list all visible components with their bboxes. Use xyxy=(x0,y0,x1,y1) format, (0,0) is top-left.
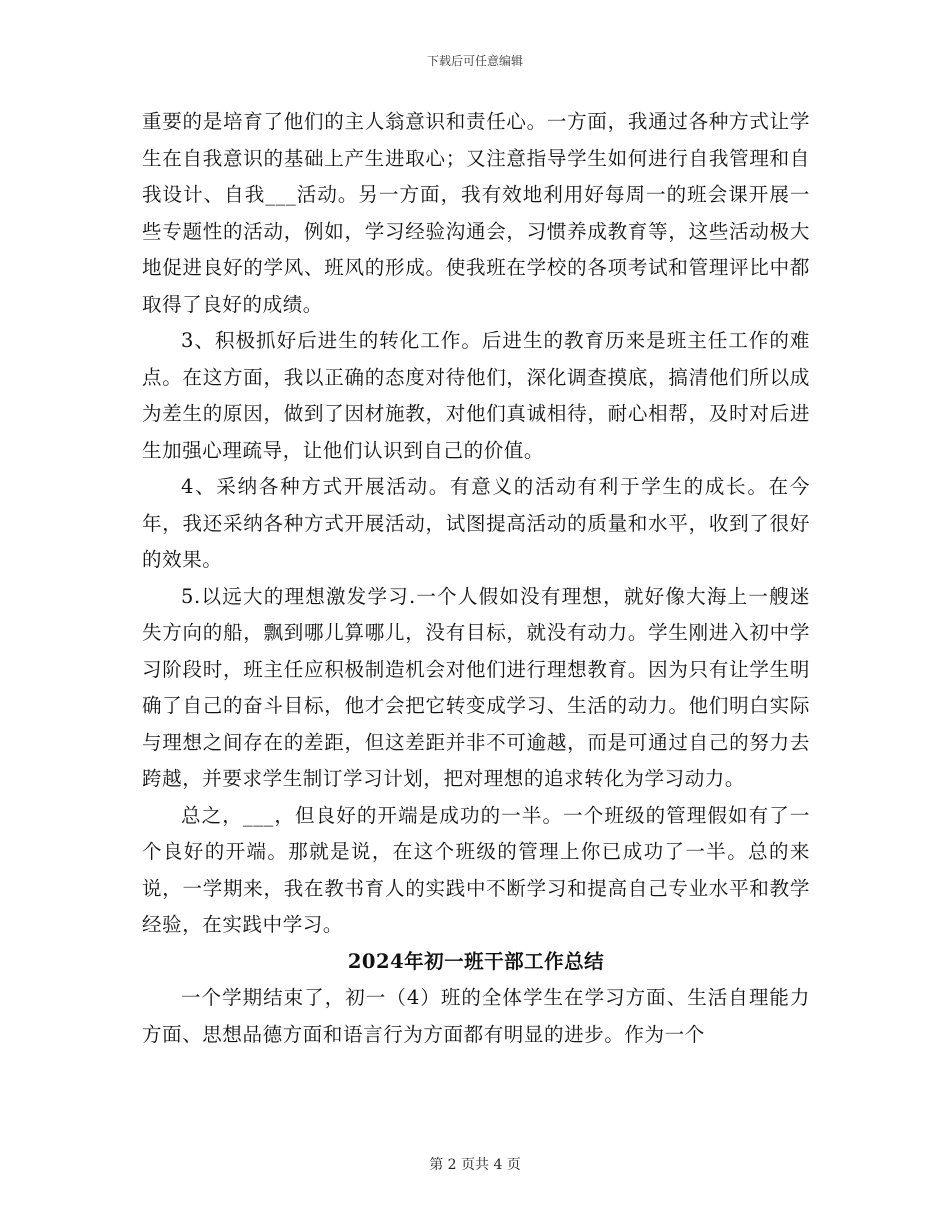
paragraph-item-4: 4、采纳各种方式开展活动。有意义的活动有利于学生的成长。在今年，我还采纳各种方式开展活动，试图提高活动的质量和水平，收到了很好的效果。 xyxy=(142,475,810,571)
paragraph-summary: 总之，___，但良好的开端是成功的一半。一个班级的管理假如有了一个良好的开端。那就是说，在这个班级的管理上你已成功了一半。总的来说，一学期来，我在教书育人的实践中不断学习和提高自己专业水平和教学经验，在实践中学习。 xyxy=(142,803,810,936)
paragraph-continued: 重要的是培育了他们的主人翁意识和责任心。一方面，我通过各种方式让学生在自我意识的基础上产生进取心；又注意指导学生如何进行自我管理和自我设计、自我___活动。另一方面，我有效地利用好每周一的班会课开展一些专题性的活动，例如，学习经验沟通会，习惯养成教育等，这些活动极大地促进良好的学风、班风的形成。使我班在学校的各项考试和管理评比中都取得了良好的成绩。 xyxy=(142,110,810,316)
document-body xyxy=(142,104,810,1053)
page-footer: 第 2 页共 4 页 xyxy=(429,1157,521,1173)
section-title: 2024年初一班干部工作总结 xyxy=(347,949,605,973)
paragraph-item-5: 5.以远大的理想激发学习.一个人假如没有理想，就好像大海上一艘迷失方向的船，飘到哪儿算哪儿，没有目标，就没有动力。学生刚进入初中学习阶段时，班主任应积极制造机会对他们进行理想教育。因为只有让学生明确了自己的奋斗目标，他才会把它转变成学习、生活的动力。他们明白实际与理想之间存在的差距，但这差距并非不可逾越，而是可通过自己的努力去跨越，并要求学生制订学习计划，把对理想的追求转化为学习动力。 xyxy=(142,584,810,790)
paragraph-item-3: 3、积极抓好后进生的转化工作。后进生的教育历来是班主任工作的难点。在这方面，我以正确的态度对待他们，深化调查摸底，搞清他们所以成为差生的原因，做到了因材施教，对他们真诚相待，耐心相帮，及时对后进生加强心理疏导，让他们认识到自己的价值。 xyxy=(142,329,810,462)
section-paragraph: 一个学期结束了，初一（4）班的全体学生在学习方面、生活自理能力方面、思想品德方面和语言行为方面都有明显的进步。作为一个 xyxy=(142,986,810,1046)
page-header: 下载后可任意编辑 xyxy=(426,54,523,68)
